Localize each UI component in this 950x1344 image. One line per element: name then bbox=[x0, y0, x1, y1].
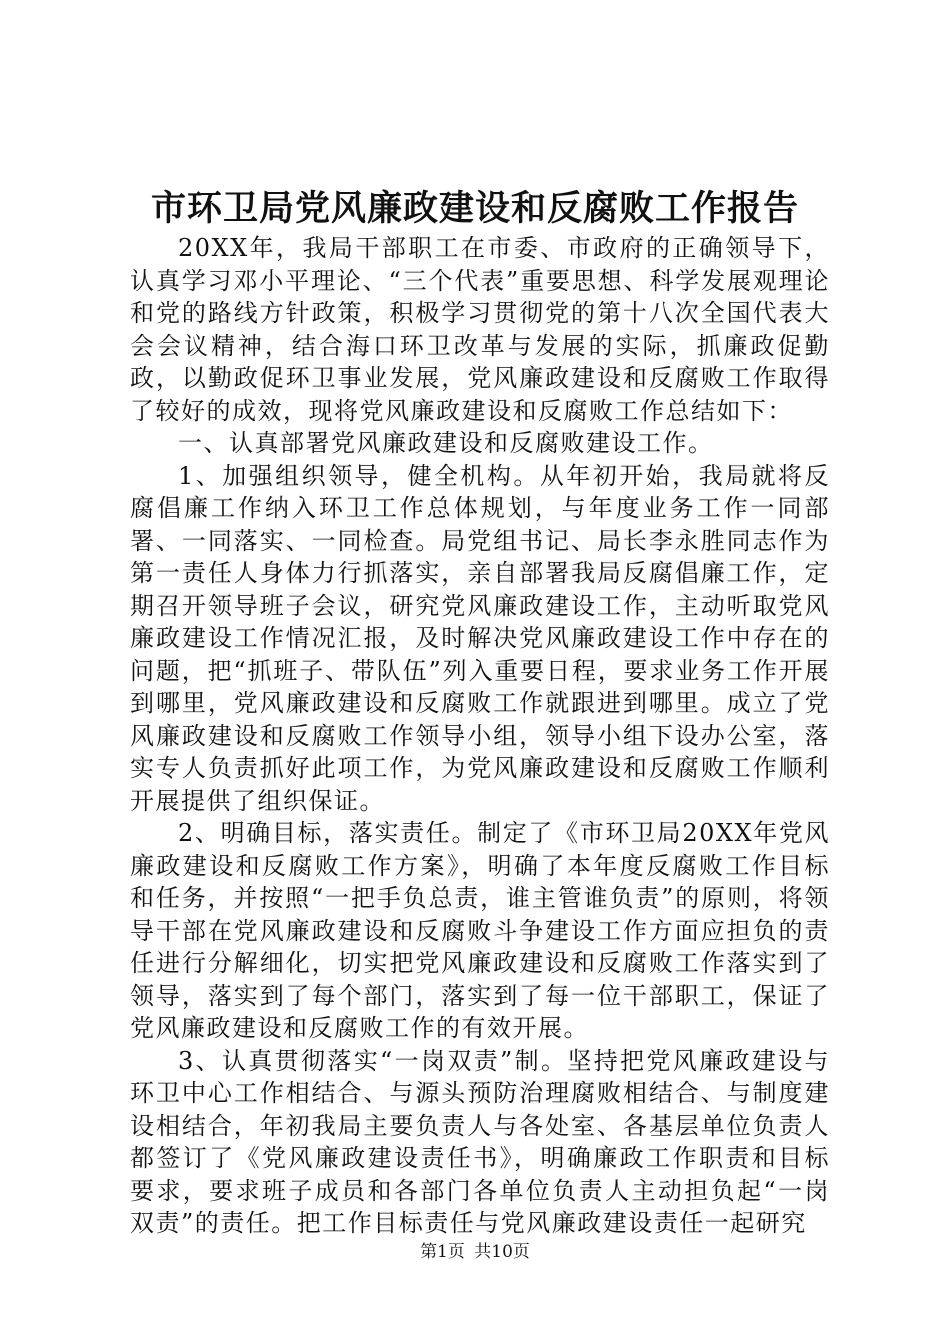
page-footer bbox=[0, 1240, 950, 1264]
page-total: 共10页 bbox=[474, 1242, 530, 1262]
document-title: 市环卫局党风廉政建设和反腐败工作报告 bbox=[150, 188, 799, 229]
document-body bbox=[130, 232, 830, 1240]
paragraph-item-3: 3、认真贯彻落实“一岗双责”制。坚持把党风廉政建设与环卫中心工作相结合、与源头预防治理腐败相结合、与制度建设相结合，年初我局主要负责人与各处室、各基层单位负责人都签订了《党风廉政建设责任书》，明确廉政工作职责和目标要求，要求班子成员和各部门各单位负责人主动担负起“一岗双责”的责任。把工作目标责任与党风廉政建设责任一起研究 bbox=[130, 1046, 830, 1237]
paragraph-item-1: 1、加强组织领导，健全机构。从年初开始，我局就将反腐倡廉工作纳入环卫工作总体规划，与年度业务工作一同部署、一同落实、一同检查。局党组书记、局长李永胜同志作为第一责任人身体力行抓落实，亲自部署我局反腐倡廉工作，定期召开领导班子会议，研究党风廉政建设工作，主动听取党风廉政建设工作情况汇报，及时解决党风廉政建设工作中存在的问题，把“抓班子、带队伍”列入重要日程，要求业务工作开展到哪里，党风廉政建设和反腐败工作就跟进到哪里。成立了党风廉政建设和反腐败工作领导小组，领导小组下设办公室，落实专人负责抓好此项工作，为党风廉政建设和反腐败工作顺利开展提供了组织保证。 bbox=[130, 461, 830, 815]
page-number: 第1页 bbox=[420, 1242, 465, 1262]
section-heading-1: 一、认真部署党风廉政建设和反腐败建设工作。 bbox=[178, 429, 714, 457]
paragraph-item-2: 2、明确目标，落实责任。制定了《市环卫局20XX年党风廉政建设和反腐败工作方案》，明确了本年度反腐败工作目标和任务，并按照“一把手负总责，谁主管谁负责”的原则，将领导干部在党风廉政建设和反腐败斗争建设工作方面应担负的责任进行分解细化，切实把党风廉政建设和反腐败工作落实到了领导，落实到了每个部门，落实到了每一位干部职工，保证了党风廉政建设和反腐败工作的有效开展。 bbox=[130, 819, 830, 1042]
paragraph-intro: 20XX年，我局干部职工在市委、市政府的正确领导下，认真学习邓小平理论、“三个代表”重要思想、科学发展观理论和党的路线方针政策，积极学习贯彻党的第十八次全国代表大会会议精神，结合海口环卫改革与发展的实际，抓廉政促勤政，以勤政促环卫事业发展，党风廉政建设和反腐败工作取得了较好的成效，现将党风廉政建设和反腐败工作总结如下： bbox=[130, 234, 830, 425]
